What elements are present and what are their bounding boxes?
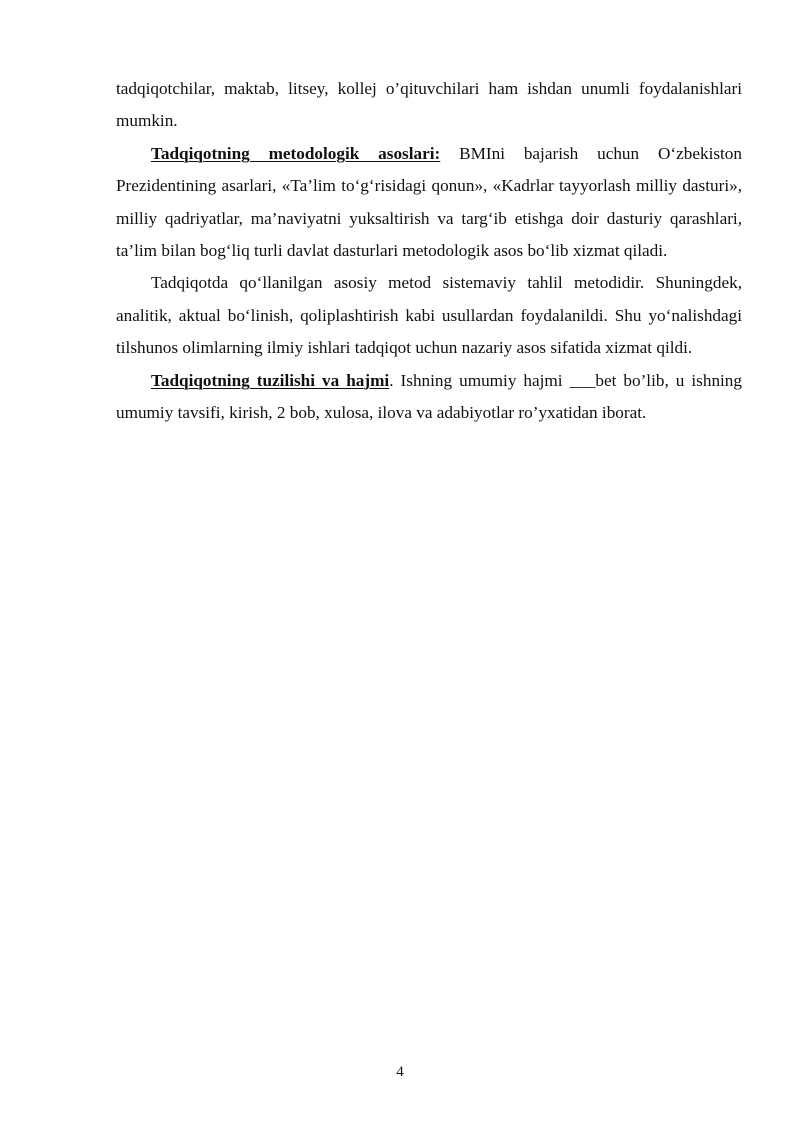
page-number: 4 — [396, 1064, 404, 1080]
paragraph-methodology — [116, 138, 742, 268]
paragraph-continuation: tadqiqotchilar, maktab, litsey, kollej o’qituvchilari ham ishdan unumli foydalanishlari mumkin. — [116, 79, 742, 131]
methodology-heading-colon: : — [434, 143, 441, 163]
structure-text: . Ishning umumiy hajmi ___bet bo’lib, u ishning umumiy tavsifi, kirish, 2 bob, xulosa, ilova va adabiyotlar ro’yxatidan iborat. — [116, 370, 742, 423]
methodology-heading: Tadqiqotning metodologik asoslari — [151, 143, 435, 163]
structure-heading: Tadqiqotning tuzilishi va hajmi — [151, 370, 390, 390]
methodology-text: BMIni bajarish uchun O‘zbekiston Prezidentining asarlari, «Ta’lim to‘g‘risidagi qonun», «Kadrlar tayyorlash milliy dasturi», milliy qadriyatlar, ma’naviyatni yuksaltirish va targ‘ib etishga doir dasturiy qarashlari, ta’lim bilan bog‘liq turli davlat dasturlari metodologik asos bo‘lib xizmat qiladi. — [116, 143, 742, 261]
paragraph-structure — [116, 365, 742, 430]
paragraph-methods: Tadqiqotda qo‘llanilgan asosiy metod sistemaviy tahlil metodidir. Shuningdek, analitik, aktual bo‘linish, qoliplashtirish kabi usullardan foydalanildi. Shu yo‘nalishdagi tilshunos olimlarning ilmiy ishlari tadqiqot uchun nazariy asos sifatida xizmat qildi. — [116, 273, 742, 358]
document-body — [116, 73, 742, 429]
